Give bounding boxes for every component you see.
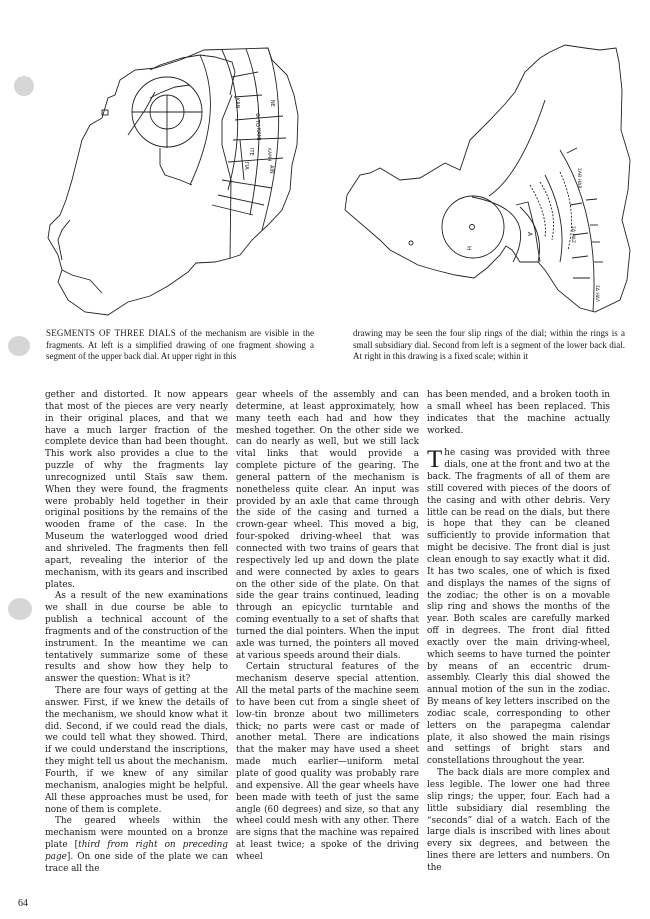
svg-text:ΣΔ ΗΔΖ: ΣΔ ΗΔΖ (570, 226, 575, 243)
dial-fragments-figure (0, 0, 650, 322)
page-number: 64 (18, 898, 28, 909)
paragraph (45, 816, 228, 875)
svg-text:NE: NE (269, 100, 275, 107)
paragraph: There are four ways of getting at the answer. First, if we knew the details of the mechanism, we should know what it did. Second, if we could read the dials, we could tell what they showed. Third, if we could understand the inscriptions, they might tell us about the mechanism. Fourth, if we knew of any similar mechanism, analogies might be helpful. All these approaches must be used, for none of them is complete. (45, 686, 228, 815)
paragraph: has been mended, and a broken tooth in a small wheel has been replaced. This indicates that the machine actually worked. (427, 390, 610, 436)
paragraph: Certain structural features of the mechanism deserve special attention. All the metal parts of the machine seem to have been cut from a single sheet of low-tin bronze about two millimeters thick; no parts were cast or made of another metal. There are indications that the maker may have used a sheet made much earlier—uniform metal plate of good quality was probably rare and expensive. All the gear wheels have been made with teeth of just the same angle (60 degrees) and size, so that any wheel could mesh with any other. There are signs that the machine was repaired at least twice; a spoke of the driving wheel (236, 662, 419, 862)
figure-caption-right (353, 328, 625, 363)
paragraph: gether and distorted. It now appears that most of the pieces are very nearly in their original places, and that we have a much larger fraction of the complete device than had been thought. This work also provides a clue to the puzzle of why the fragments lay unrecognized until Staïs saw them. When they were found, the fragments were probably held together in their original positions by the remains of the wooden frame of the case. In the Museum the waterlogged wood dried and shriveled. The fragments then fell apart, revealing the interior of the mechanism, with its gears and inscribed plates. (45, 390, 228, 590)
lower-back-dial-fragment (345, 45, 630, 312)
caption-lead: SEGMENTS OF THREE DIALS (46, 328, 176, 338)
paragraph-dropcap (427, 448, 610, 768)
text-span: ]. On one side of the plate we can trace all the (45, 851, 228, 874)
drop-cap: T (427, 446, 443, 474)
svg-text:ΙΤΕ: ΙΤΕ (248, 148, 254, 156)
svg-text:ΚΑΜΙ: ΚΑΜΙ (255, 128, 261, 141)
svg-text:H: H (465, 246, 472, 251)
svg-text:ΦΙ ΤΟ: ΦΙ ΤΟ (254, 113, 260, 127)
text-column-2 (236, 390, 419, 864)
text-column-1 (45, 390, 228, 876)
caption-left-text: of the mechanism are visible in the fragments. At left is a simplified drawing of one fragment showing a segment of the upper back dial. At upper right in this (46, 328, 314, 362)
figure-reference: third from right on preceding page (45, 840, 228, 862)
text-span: he casing was provided with three dials, one at the front and two at the back. The fragments of all of them are still covered with pieces of the doors of the casing and with other debris. Very little can be read on the dials, but there is hope that they can be cleaned sufficiently to provide information that might be decisive. The front dial is just clean enough to say exactly what it did. It has two scales, one of which is fixed and displays the names of the signs of the zodiac; the other is on a movable slip ring and shows the months of the year. Both scales are carefully marked off in degrees. The front dial fitted exactly over the main driving-wheel, which seems to have turned the pointer by means of an eccentric drum-assembly. Clearly this dial showed the annual motion of the sun in the zodiac. By means of key letters inscribed on the zodiac scale, corresponding to other letters on the parapegma calendar plate, it also showed the main risings and settings of bright stars and constellations throughout the year. (427, 448, 610, 767)
caption-right-text: drawing may be seen the four slip rings of the dial; within the rings is a small subsidiary dial. Second from left is a segment of the lower back dial. At right in this drawing is a fixed scale; within it (353, 328, 625, 362)
text-span: The geared wheels within the mechanism were mounted on a bronze plate [ (45, 816, 228, 851)
svg-text:ΣΔ ΗΔΛ: ΣΔ ΗΔΛ (594, 285, 599, 302)
text-column-3 (427, 390, 610, 875)
upper-back-dial-fragment (48, 48, 298, 315)
figure-caption-left (46, 328, 314, 363)
svg-text:ΣΑΘ ΗΔΒ: ΣΑΘ ΗΔΒ (576, 168, 581, 189)
paragraph: As a result of the new examinations we shall in due course be able to publish a technical account of the fragments and of the construction of the instrument. In the meantime we can tentatively summarize some of these results and show how they help to answer the question: What is it? (45, 591, 228, 685)
binder-hole-bottom (8, 598, 32, 620)
binder-hole-middle (8, 336, 30, 356)
svg-text:ΑΙΝ: ΑΙΝ (268, 165, 274, 174)
paragraph: The back dials are more complex and less legible. The lower one had three slip rings; the upper, four. Each had a little subsidiary dial resembling the “seconds” dial of a watch. Each of the large dials is inscribed with lines about every six degrees, and between the lines there are letters and numbers. On the (427, 768, 610, 873)
svg-text:A: A (526, 232, 533, 237)
paragraph: gear wheels of the assembly and can determine, at least approximately, how many teeth each had and how they meshed together. On the other side we can do nearly as well, but we still lack vital links that would provide a complete picture of the gearing. The general pattern of the mechanism is nonetheless quite clear. An input was provided by an axle that came through the side of the casing and turned a crown-gear wheel. This moved a big, four-spoked driving-wheel that was connected with two trains of gears that respectively led up and down the plate and were connected by axles to gears on the other side of the plate. On that side the gear trains continued, leading through an epicyclic turntable and coming eventually to a set of shafts that turned the dial pointers. When the input axle was turned, the pointers all moved at various speeds around their dials. (236, 390, 419, 661)
svg-text:ΚΑΜΗ: ΚΑΜΗ (266, 148, 271, 162)
svg-text:ΓΙΑ: ΓΙΑ (243, 162, 249, 170)
svg-text:ΚΑΝ: ΚΑΝ (234, 98, 240, 109)
